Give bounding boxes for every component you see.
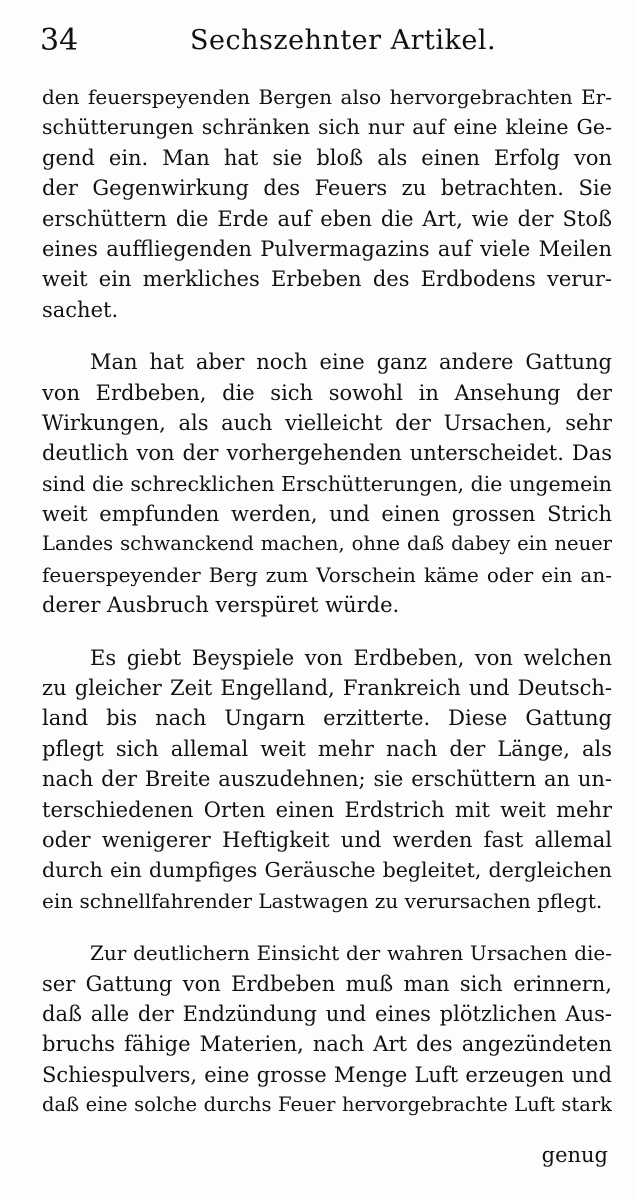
- text-line: gend ein. Man hat sie bloß als einen Erfolg von: [42, 145, 612, 170]
- page-number: 34: [40, 23, 79, 58]
- text-line: Man hat aber noch eine ganz andere Gattung: [90, 350, 612, 375]
- text-line: schütterungen schränken sich nur auf eine kleine Ge-: [42, 115, 612, 140]
- catchword: genug: [541, 1143, 608, 1167]
- text-line: sachet.: [42, 297, 119, 322]
- text-line: deutlich von der vorhergehenden unterscheidet. Das: [42, 441, 612, 466]
- text-line: Landes schwanckend machen, ohne daß dabey ein neuer: [42, 532, 612, 556]
- text-line: weit ein merkliches Erbeben des Erdbodens verur-: [42, 267, 612, 292]
- paragraph-1: [42, 82, 612, 325]
- text-line: oder wenigerer Heftigkeit und werden fast allemal: [42, 827, 612, 852]
- text-line: der Gegenwirkung des Feuers zu betrachten. Sie: [42, 176, 612, 201]
- text-line: daß alle der Endzündung und eines plötzlichen Aus-: [42, 1001, 612, 1026]
- paragraph-4: [42, 938, 612, 1120]
- page-header: [40, 18, 610, 64]
- running-head: Sechszehnter Artikel.: [190, 25, 497, 56]
- text-line: Wirkungen, als auch vielleicht der Ursachen, sehr: [42, 410, 612, 435]
- text-line: eines auffliegenden Pulvermagazins auf viele Meilen: [42, 236, 612, 261]
- text-line: sind die schrecklichen Erschütterungen, die ungemein: [42, 471, 612, 496]
- text-line: weit empfunden werden, und einen grossen Strich: [42, 502, 612, 527]
- text-line: derer Ausbruch verspüret würde.: [42, 593, 400, 618]
- text-line: nach der Breite auszudehnen; sie erschüttern an un-: [42, 767, 612, 792]
- text-line: pflegt sich allemal weit mehr nach der Länge, als: [42, 736, 612, 761]
- text-line: Es giebt Beyspiele von Erdbeben, von welchen: [90, 645, 612, 670]
- text-line: daß eine solche durchs Feuer hervorgebrachte Luft stark: [42, 1093, 612, 1117]
- text-line: terschiedenen Orten einen Erdstrich mit weit mehr: [42, 797, 612, 822]
- paragraph-2: [42, 347, 612, 621]
- text-line: erschüttern die Erde auf eben die Art, wie der Stoß: [42, 206, 612, 231]
- text-line: von Erdbeben, die sich sowohl in Ansehung der: [42, 380, 612, 405]
- text-line: ein schnellfahrender Lastwagen zu verursachen pflegt.: [42, 888, 603, 913]
- text-line: zu gleicher Zeit Engelland, Frankreich und Deutsch-: [42, 676, 612, 701]
- text-line: land bis nach Ungarn erzitterte. Diese Gattung: [42, 706, 612, 731]
- text-line: den feuerspeyenden Bergen also hervorgebrachten Er-: [42, 85, 612, 109]
- body-text: [42, 82, 612, 1121]
- text-line: Zur deutlichern Einsicht der wahren Ursachen die-: [90, 941, 612, 966]
- paragraph-3: [42, 643, 612, 917]
- text-line: Schiespulvers, eine grosse Menge Luft erzeugen und: [42, 1062, 612, 1087]
- text-line: bruchs fähige Materien, nach Art des angezündeten: [42, 1032, 612, 1057]
- text-line: durch ein dumpfiges Geräusche begleitet, dergleichen: [42, 858, 612, 883]
- text-line: feuerspeyender Berg zum Vorschein käme oder ein an-: [42, 562, 612, 587]
- text-line: ser Gattung von Erdbeben muß man sich erinnern,: [42, 971, 612, 996]
